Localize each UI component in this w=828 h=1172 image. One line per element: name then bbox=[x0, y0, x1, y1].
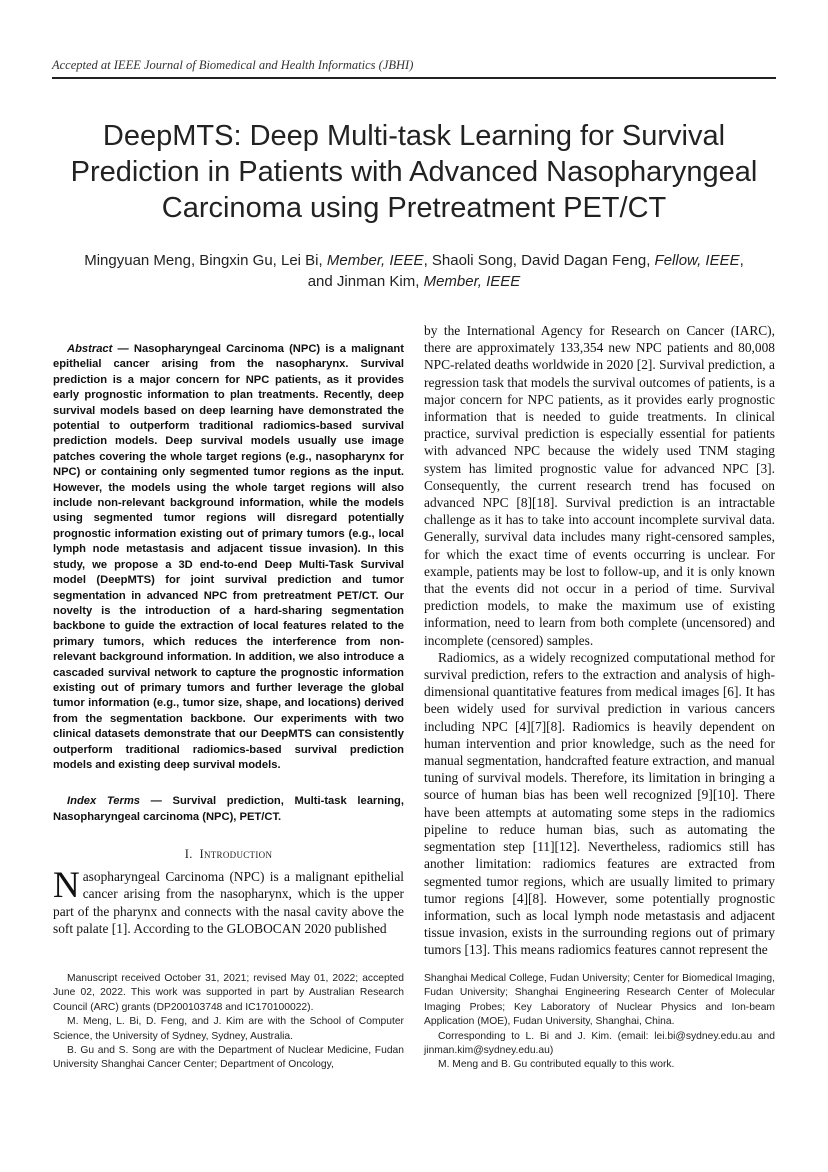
index-terms-text: Survival prediction, Multi-task learning, Nasopharyngeal carcinoma (NPC), PET/CT. bbox=[53, 795, 404, 823]
paper-title: DeepMTS: Deep Multi-task Learning for Survival Prediction in Patients with Advanced Nasopharyngeal Carcinoma using Pretreatment PET/CT bbox=[70, 120, 758, 224]
author-role-3: Member, IEEE bbox=[423, 273, 521, 290]
author-role-1: Member, IEEE bbox=[326, 252, 424, 269]
header-rule bbox=[52, 77, 776, 79]
intro-paragraph-1-cont: by the International Agency for Research on Cancer (IARC), there are approximately 133,354 new NPC patients and 80,008 NPC-related deaths worldwide in 2020 [2]. Survival prediction, a regression task that models the survival outcomes of patients, is a major concern for NPC patients, as it provides early prognostic information that is needed to guide treatments. In clinical practice, survival prediction is especially essential for patients with advanced NPC because the widely used TNM staging system has limited prognostic value for advanced NPC [3]. Consequently, the current research trend has focused on advanced NPC [8][18]. Survival prediction is an intractable challenge as it has to take into account incomplete survival data. Generally, survival data includes many right-censored samples, for which the exact time of events occurring is unclear. For example, patients may be lost to follow-up, and it is only known that the events did not occur in a period of time. Survival prediction models, to make the maximum use of existing information, need to learn from both complete (uncensored) and incomplete (censored) samples. bbox=[424, 323, 775, 648]
footnote-equal-contribution: M. Meng and B. Gu contributed equally to this work. bbox=[438, 1059, 675, 1071]
left-column bbox=[53, 322, 404, 937]
index-terms-label: Index Terms — bbox=[67, 795, 162, 808]
section-heading bbox=[53, 847, 404, 862]
abstract bbox=[53, 342, 404, 773]
intro-left-text: asopharyngeal Carcinoma (NPC) is a malignant epithelial cancer arising from the nasopharynx, which is the upper part of the pharynx and connects with the nasal cavity above the soft palate [1]. According to the GLOBOCAN 2020 published bbox=[53, 869, 404, 936]
abstract-text: Nasopharyngeal Carcinoma (NPC) is a malignant epithelial cancer arising from the nasopharynx. Survival prediction is a major concern for NPC patients, as it provides early prognostic information to plan treatments. Recently, deep survival models based on deep learning have demonstrated the potential to outperform traditional radiomics-based survival prediction models. Deep survival models usually use image patches covering the whole target regions (e.g., nasopharynx for NPC) or containing only segmented tumor regions as the input. However, the models using the whole target regions will also include non-relevant background information, while the models using segmented tumor regions will disregard potentially prognostic information existing out of primary tumors (e.g., local lymph node metastasis and adjacent tissue invasion). In this study, we propose a 3D end-to-end Deep Multi-Task Survival model (DeepMTS) for joint survival prediction and tumor segmentation in advanced NPC from pretreatment PET/CT. Our novelty is the introduction of a hard-sharing segmentation backbone to guide the extraction of local features related to the primary tumors, which reduces the interference from non-relevant background information. In addition, we also introduce a cascaded survival network to capture the prognostic information existing out of primary tumors and further leverage the global tumor information (e.g., tumor size, shape, and locations) derived from the segmentation backbone. Our experiments with two clinical datasets demonstrate that our DeepMTS can consistently outperform traditional radiomics-based survival prediction models and existing deep survival models. bbox=[53, 343, 404, 771]
footnote-affiliation-2: B. Gu and S. Song are with the Department of Nuclear Medicine, Fudan University Shanghai Cancer Center; Department of Oncology, bbox=[53, 1045, 404, 1071]
index-terms bbox=[53, 794, 404, 825]
intro-paragraph-1 bbox=[53, 865, 404, 937]
footnote-affiliation-2-cont: Shanghai Medical College, Fudan University; Center for Biomedical Imaging, Fudan University; Shanghai Engineering Research Center of Molecular Imaging Probes; Key Laboratory of Nuclear Physics and Ion-beam Application (MOE), Fudan University, Shanghai, China. bbox=[424, 973, 775, 1028]
section-title: Introduction bbox=[199, 847, 273, 862]
authors-part-2: , Shaoli Song, David Dagan Feng, bbox=[423, 252, 655, 269]
author-role-2: Fellow, IEEE bbox=[654, 252, 740, 269]
section-number: I. bbox=[184, 847, 193, 862]
authors-part-1: Mingyuan Meng, Bingxin Gu, Lei Bi, bbox=[84, 252, 327, 269]
drop-cap: N bbox=[53, 865, 80, 907]
intro-paragraph-2: Radiomics, as a widely recognized computational method for survival prediction, refers to the extraction and analysis of high-dimensional quantitative features from medical images [6]. It has been widely used for survival prediction in various cancers including NPC [4][7][8]. Radiomics is heavily dependent on human intervention and prior knowledge, such as the need for manual segmentation, handcrafted feature extraction, and manual tuning of survival models. Therefore, its limitation in bringing a source of human bias has been well recognized [9][10]. There have been attempts at automating some steps in the radiomics pipeline to reduce human bias, such as automating the segmentation step [11][12]. Nevertheless, radiomics still has another limitation: radiomics features are extracted from segmented tumor regions, which are usually limited to primary tumor regions [4][8]. However, some potentially prognostic information, such as local lymph node metastasis and adjacent tissue invasion, exists in the surrounding regions out of primary tumors [13]. This means radiomics features cannot represent the bbox=[424, 649, 775, 958]
right-column bbox=[424, 322, 775, 959]
footnote-manuscript: Manuscript received October 31, 2021; revised May 01, 2022; accepted June 02, 2022. This work was supported in part by Australian Research Council (ARC) grants (DP200103748 and IC170100022). bbox=[53, 973, 404, 1013]
footnotes-left bbox=[53, 972, 404, 1073]
running-header: Accepted at IEEE Journal of Biomedical and Health Informatics (JBHI) bbox=[52, 58, 414, 72]
authors-part-3: , and Jinman Kim, bbox=[307, 252, 744, 290]
footnote-affiliation-1: M. Meng, L. Bi, D. Feng, and J. Kim are with the School of Computer Science, the University of Sydney, Sydney, Australia. bbox=[53, 1016, 404, 1042]
author-list bbox=[80, 250, 748, 292]
footnotes-right bbox=[424, 972, 775, 1073]
footnote-corresponding: Corresponding to L. Bi and J. Kim. (email: lei.bi@sydney.edu.au and jinman.kim@sydney.edu.au) bbox=[424, 1030, 775, 1057]
abstract-label: Abstract — bbox=[67, 343, 129, 355]
